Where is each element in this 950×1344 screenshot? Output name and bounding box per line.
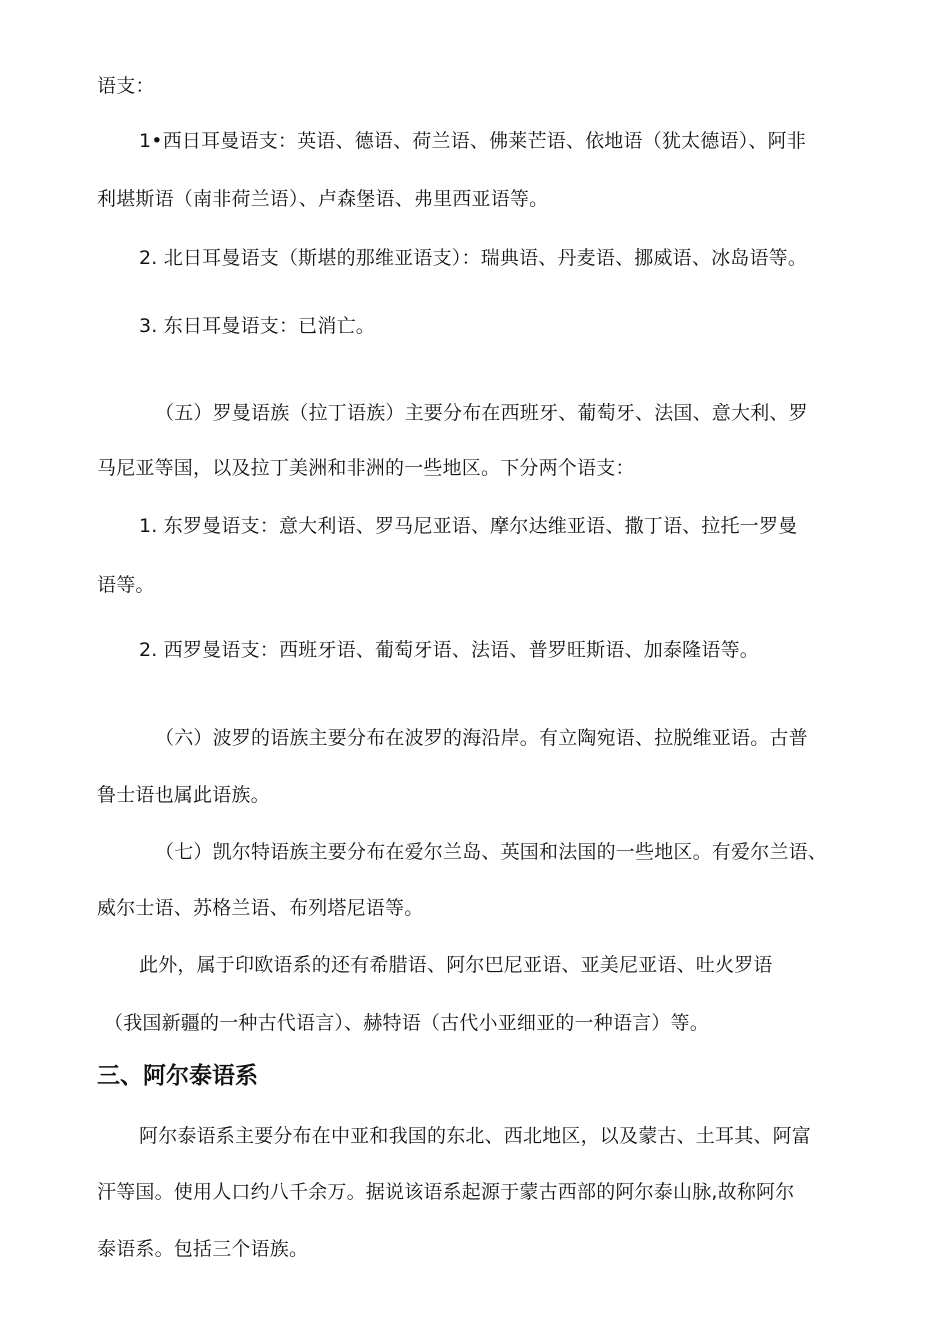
text-line: 1. 东罗曼语支：意大利语、罗马尼亚语、摩尔达维亚语、撒丁语、拉托一罗曼 [139,515,798,537]
text-line: （七）凯尔特语族主要分布在爱尔兰岛、英国和法国的一些地区。有爱尔兰语、 [155,841,828,863]
text-line: 1•西日耳曼语支：英语、德语、荷兰语、佛莱芒语、依地语（犹太德语）、阿非 [139,130,806,152]
text-line: 2. 西罗曼语支：西班牙语、葡萄牙语、法语、普罗旺斯语、加泰隆语等。 [139,639,759,661]
text-line: 3. 东日耳曼语支：已消亡。 [139,315,375,337]
text-line: （我国新疆的一种古代语言）、赫特语（古代小亚细亚的一种语言）等。 [104,1012,709,1034]
text-line: 2. 北日耳曼语支（斯堪的那维亚语支）：瑞典语、丹麦语、挪威语、冰岛语等。 [139,247,808,269]
text-line: 泰语系。包括三个语族。 [97,1238,309,1260]
text-line: 语等。 [97,574,155,596]
text-line: （六）波罗的语族主要分布在波罗的海沿岸。有立陶宛语、拉脱维亚语。古普 [155,727,808,749]
text-line: 阿尔泰语系主要分布在中亚和我国的东北、西北地区，以及蒙古、土耳其、阿富 [139,1125,812,1147]
section-heading: 三、阿尔泰语系 [97,1063,258,1089]
text-line: 利堪斯语（南非荷兰语）、卢森堡语、弗里西亚语等。 [97,188,549,210]
text-line: 语支： [97,75,155,97]
text-line: 汗等国。使用人口约八千余万。据说该语系起源于蒙古西部的阿尔泰山脉,故称阿尔 [97,1181,795,1203]
text-line: 鲁士语也属此语族。 [97,784,270,806]
text-line: 此外，属于印欧语系的还有希腊语、阿尔巴尼亚语、亚美尼亚语、吐火罗语 [139,954,773,976]
text-line: 马尼亚等国，以及拉丁美洲和非洲的一些地区。下分两个语支： [97,457,635,479]
text-line: 威尔士语、苏格兰语、布列塔尼语等。 [97,897,424,919]
text-line: （五）罗曼语族（拉丁语族）主要分布在西班牙、葡萄牙、法国、意大利、罗 [155,402,808,424]
